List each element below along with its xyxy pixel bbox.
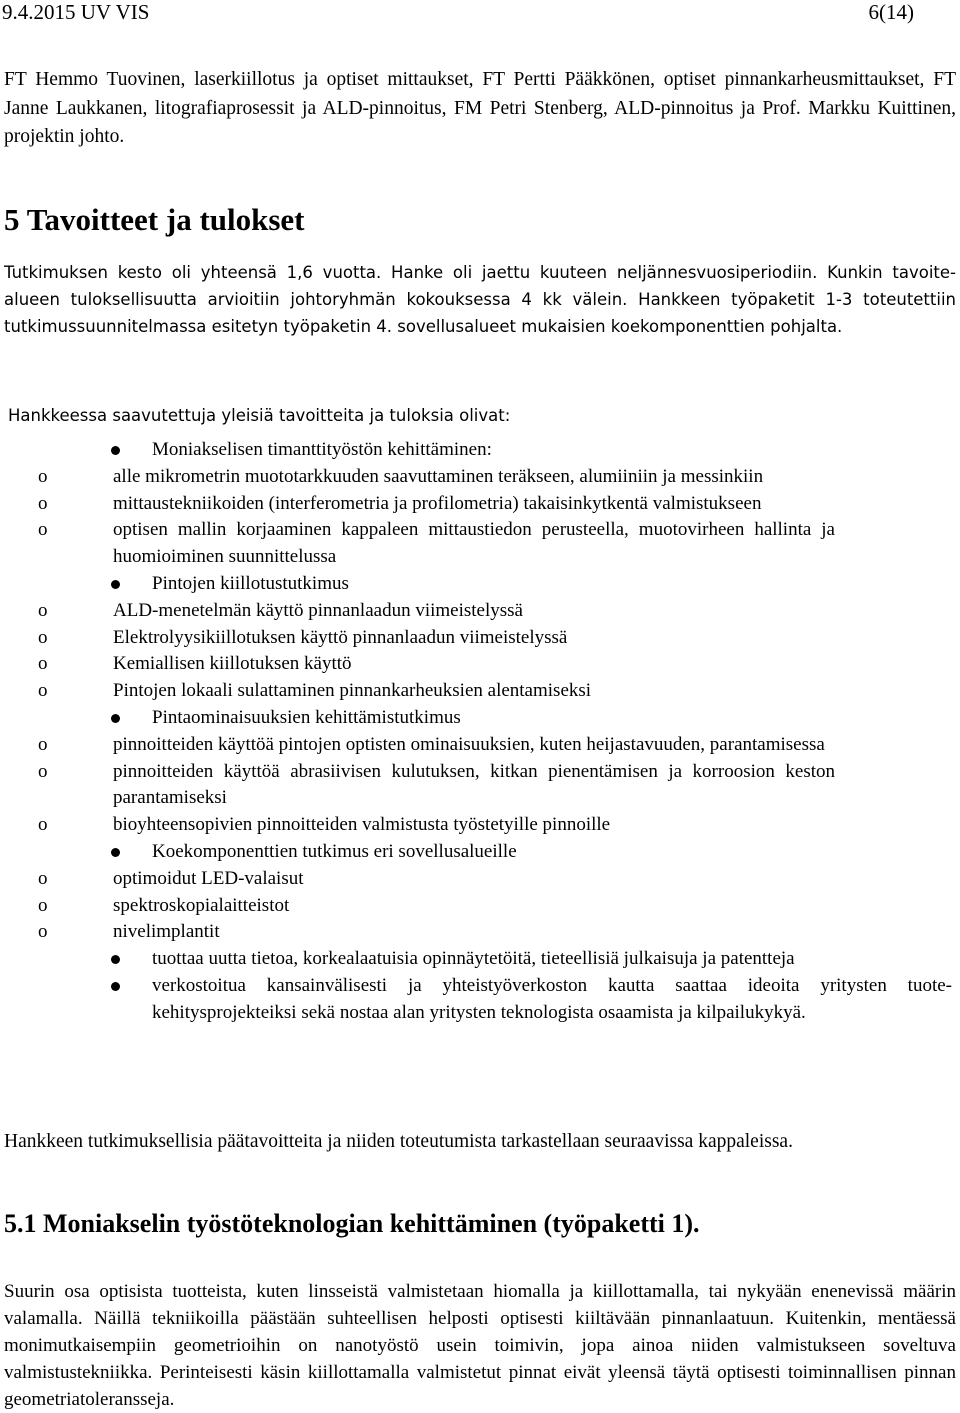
- sub-list-item-text: optimoidut LED-valaisut: [113, 867, 304, 889]
- bullet-icon: [111, 848, 120, 857]
- sub-list-item-text: optisen mallin korjaaminen kappaleen mittaustiedon perusteella, muotovirheen hallinta ja huomioiminen suunnittelussa: [113, 519, 835, 568]
- sub-list-item: [38, 919, 835, 946]
- bullet-icon: [111, 446, 120, 455]
- circle-bullet-icon: o: [38, 653, 48, 675]
- circle-bullet-icon: o: [38, 680, 48, 702]
- circle-bullet-icon: o: [38, 894, 48, 916]
- sub-list: [38, 598, 960, 705]
- list-item-text: Koekomponenttien tutkimus eri sovellusalueille: [152, 840, 517, 862]
- list-item: [0, 571, 952, 598]
- header-page-number: 6(14): [868, 0, 914, 24]
- sub-list-item-text: nivelimplantit: [113, 921, 220, 943]
- circle-bullet-icon: o: [38, 760, 48, 782]
- list-item: [0, 437, 952, 464]
- list-item-text: Pintojen kiillotustutkimus: [152, 572, 349, 594]
- sub-list-item-text: mittaustekniikoiden (interferometria ja profilometria) takaisinkytkentä valmistukseen: [113, 492, 762, 514]
- list-item-text: Pintaominaisuuksien kehittämistutkimus: [152, 706, 461, 728]
- circle-bullet-icon: o: [38, 626, 48, 648]
- sub-list-item: [38, 893, 835, 920]
- circle-bullet-icon: o: [38, 465, 48, 487]
- sub-list-item: [38, 517, 835, 571]
- sub-list-item: [38, 464, 835, 491]
- list-item-text: tuottaa uutta tietoa, korkealaatuisia opinnäytetöitä, tieteellisiä julkaisuja ja patentteja: [152, 948, 795, 970]
- sub-list-item: [38, 491, 835, 518]
- sub-list: [38, 732, 960, 839]
- sub-list-item-text: Elektrolyysikiillotuksen käyttö pinnanlaadun viimeistelyssä: [113, 626, 568, 648]
- section-5-paragraph: Tutkimuksen kesto oli yhteensä 1,6 vuotta. Hanke oli jaettu kuuteen neljännesvuosiperiodiin. Kunkin tavoite- alueen tuloksellisuutta arvioitiin johtoryhmän kokouksessa 4 kk välein. Hankkeen työpaketit 1-3 toteutettiin tutkimussuunnitelmassa esitetyn työpaketin 4. sovellusalueet mukaisien koekomponenttien pohjalta.: [4, 263, 956, 336]
- goals-list: [0, 437, 960, 1027]
- list-item: [0, 839, 952, 866]
- circle-bullet-icon: o: [38, 814, 48, 836]
- circle-bullet-icon: o: [38, 599, 48, 621]
- sub-list-item-text: ALD-menetelmän käyttö pinnanlaadun viimeistelyssä: [113, 599, 523, 621]
- sub-list-item-text: pinnoitteiden käyttöä pintojen optisten ominaisuuksien, kuten heijastavuuden, parantamisessa: [113, 733, 825, 755]
- section-5-closing: Hankkeen tutkimuksellisia päätavoitteita ja niiden toteutumista tarkastellaan seuraavissa kappaleissa.: [4, 1131, 793, 1152]
- sub-list-item-text: spektroskopialaitteistot: [113, 894, 290, 916]
- section-5-heading: 5 Tavoitteet ja tulokset: [4, 202, 305, 237]
- sub-list-item: [38, 866, 835, 893]
- bullet-icon: [111, 955, 120, 964]
- list-item: [0, 705, 952, 732]
- sub-list-item-text: pinnoitteiden käyttöä abrasiivisen kulutuksen, kitkan pienentämisen ja korroosion keston parantamiseksi: [113, 760, 835, 809]
- section-5-1-heading: 5.1 Moniakselin työstöteknologian kehittäminen (työpaketti 1).: [4, 1209, 700, 1238]
- list-item-text: verkostoitua kansainvälisesti ja yhteistyöverkoston kautta saattaa ideoita yritysten tuotekehitysprojekteiksi sekä nostaa alan yritysten teknologista osaamista ja kilpailukykyä.: [152, 974, 952, 1023]
- bullet-icon: [111, 580, 120, 589]
- circle-bullet-icon: o: [38, 867, 48, 889]
- sub-list-item-text: alle mikrometrin muototarkkuuden saavuttaminen teräkseen, alumiiniin ja messinkiin: [113, 465, 764, 487]
- list-item-text: Moniakselisen timanttityöstön kehittäminen:: [152, 439, 492, 460]
- sub-list-item-text: Kemiallisen kiillotuksen käyttö: [113, 653, 352, 675]
- list-item: [0, 946, 952, 973]
- sub-list-item: [38, 812, 835, 839]
- sub-list-item: [38, 625, 835, 652]
- sub-list-item: [38, 598, 835, 625]
- section-5-list-intro: Hankkeessa saavutettuja yleisiä tavoitteita ja tuloksia olivat:: [8, 406, 511, 425]
- header-date-course: 9.4.2015 UV VIS: [2, 0, 150, 24]
- bullet-icon: [111, 982, 120, 991]
- intro-paragraph: FT Hemmo Tuovinen, laserkiillotus ja optiset mittaukset, FT Pertti Pääkkönen, optiset pinnankarheusmittaukset, FT Janne Laukkanen, litografiaprosessit ja ALD-pinnoitus, FM Petri Stenberg, ALD-pinnoitus ja Prof. Markku Kuittinen, projektin johto.: [4, 69, 956, 147]
- circle-bullet-icon: o: [38, 492, 48, 514]
- sub-list-item: [38, 678, 835, 705]
- sub-list: [38, 866, 960, 946]
- sub-list-item-text: bioyhteensopivien pinnoitteiden valmistusta työstetyille pinnoille: [113, 814, 611, 836]
- section-5-1-paragraph: Suurin osa optisista tuotteista, kuten linsseistä valmistetaan hiomalla ja kiillottamalla, tai nykyään enenevissä määrin valamalla. Näillä tekniikoilla päästään suhteellisen helposti optisesti kiiltävään pinnanlaatuun. Kuitenkin, mentäessä monimutkaisempiin geometrioihin on nanotyöstö usein toimivin, jopa ainoa niiden valmistukseen soveltuva valmistustekniikka. Perinteisesti käsin kiillottamalla valmistetut pinnat eivät yleensä täytä optisesti toiminnallisen pinnan geometriatoleransseja.: [4, 1281, 956, 1410]
- sub-list-item: [38, 651, 835, 678]
- sub-list: [38, 464, 960, 571]
- sub-list-item-text: Pintojen lokaali sulattaminen pinnankarheuksien alentamiseksi: [113, 680, 592, 702]
- circle-bullet-icon: o: [38, 921, 48, 943]
- bullet-icon: [111, 714, 120, 723]
- circle-bullet-icon: o: [38, 519, 48, 541]
- circle-bullet-icon: o: [38, 733, 48, 755]
- sub-list-item: [38, 732, 835, 759]
- sub-list-item: [38, 759, 835, 813]
- list-item: [0, 973, 952, 1027]
